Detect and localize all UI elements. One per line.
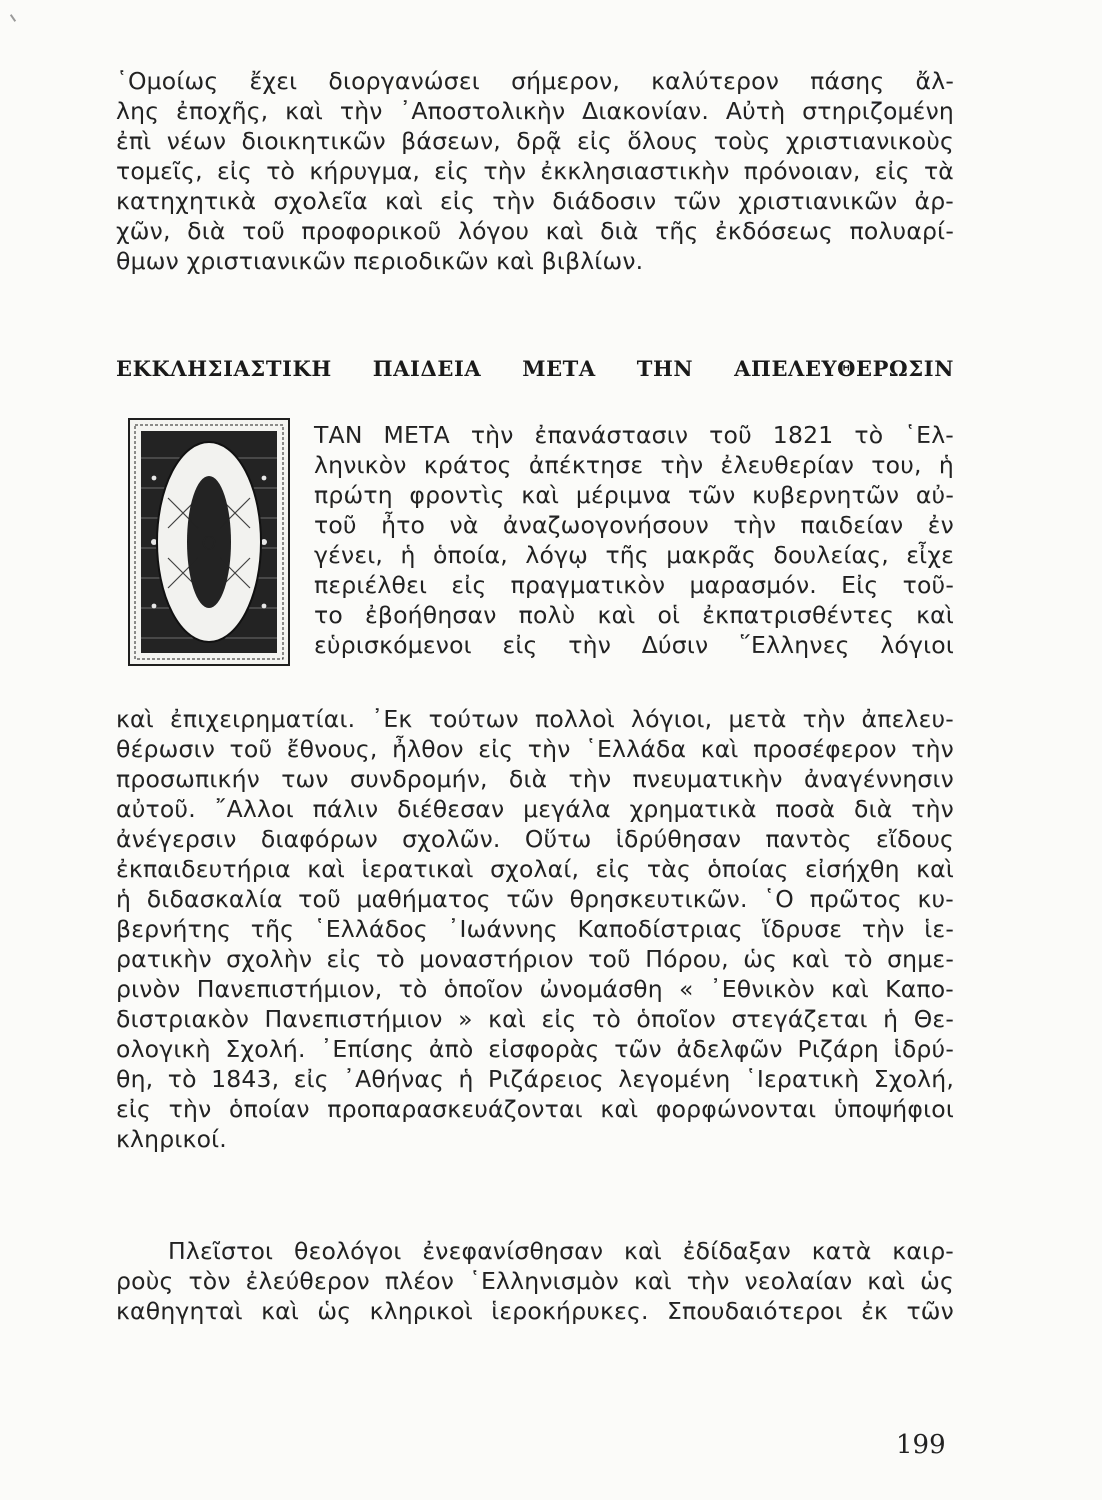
- text-line: το ἐβοήθησαν πολὺ καὶ οἱ ἐκπατρισθέντες καὶ: [314, 601, 954, 629]
- text-line: θμων χριστιανικῶν περιοδικῶν καὶ βιβλίων.: [116, 247, 644, 275]
- section-title: ΕΚΚΛΗΣΙΑΣΤΙΚΗ ΠΑΙΔΕΙΑ ΜΕΤΑ ΤΗΝ ΑΠΕΛΕΥΘΕΡΩΣΙΝ: [116, 356, 954, 381]
- text-line: ληνικὸν κράτος ἀπέκτησε τὴν ἐλευθερίαν του, ἡ: [314, 451, 954, 479]
- text-line: θέρωσιν τοῦ ἔθνους, ἦλθον εἰς τὴν ῾Ελλάδα καὶ προσέφερον τὴν: [116, 735, 954, 763]
- text-line: ῾Ομοίως ἔχει διοργανώσει σήμερον, καλύτερον πάσης ἄλ-: [116, 67, 954, 95]
- page-number: 199: [896, 1430, 946, 1460]
- body-paragraph: [116, 704, 954, 1154]
- text-line: γένει, ἡ ὁποία, λόγῳ τῆς μακρᾶς δουλείας, εἶχε: [314, 541, 954, 569]
- text-line: τοῦ ἦτο νὰ ἀναζωογονήσουν τὴν παιδείαν ἐν: [314, 511, 954, 539]
- second-paragraph: [116, 1236, 954, 1326]
- text-line: προσωπικήν των συνδρομήν, διὰ τὴν πνευματικὴν ἀναγέννησιν: [116, 765, 954, 793]
- text-line: Πλεῖστοι θεολόγοι ἐνεφανίσθησαν καὶ ἐδίδαξαν κατὰ καιρ-: [168, 1237, 954, 1265]
- text-line: κληρικοί.: [116, 1125, 227, 1153]
- text-line: χῶν, διὰ τοῦ προφορικοῦ λόγου καὶ διὰ τῆς ἐκδόσεως πολυαρί-: [116, 217, 954, 245]
- text-line: ρινὸν Πανεπιστήμιον, τὸ ὁποῖον ὠνομάσθη « ᾿Εθνικὸν καὶ Καπο-: [116, 975, 954, 1003]
- text-line: ολογικὴ Σχολή. ᾿Επίσης ἀπὸ εἰσφορὰς τῶν ἀδελφῶν Ριζάρη ἱδρύ-: [116, 1035, 954, 1063]
- text-line: ἐπὶ νέων διοικητικῶν βάσεων, δρᾷ εἰς ὅλους τοὺς χριστιανικοὺς: [116, 127, 954, 155]
- text-line: κατηχητικὰ σχολεῖα καὶ εἰς τὴν διάδοσιν τῶν χριστιανικῶν ἀρ-: [116, 187, 954, 215]
- text-line: περιέλθει εἰς πραγματικὸν μαρασμόν. Εἰς τοῦ-: [314, 571, 954, 599]
- text-line: ΤΑΝ ΜΕΤΑ τὴν ἐπανάστασιν τοῦ 1821 τὸ ῾Ελ-: [314, 421, 954, 449]
- text-line: διστριακὸν Πανεπιστήμιον » καὶ εἰς τὸ ὁποῖον στεγάζεται ἡ Θε-: [116, 1005, 954, 1033]
- text-line: θη, τὸ 1843, εἰς ᾿Αθήνας ἡ Ριζάρειος λεγομένη ῾Ιερατικὴ Σχολή,: [116, 1065, 954, 1093]
- stray-mark: [10, 14, 16, 22]
- text-line: τομεῖς, εἰς τὸ κήρυγμα, εἰς τὴν ἐκκλησιαστικὴν πρόνοιαν, εἰς τὰ: [116, 157, 954, 185]
- text-line: ροὺς τὸν ἐλεύθερον πλέον ῾Ελληνισμὸν καὶ τὴν νεολαίαν καὶ ὡς: [116, 1267, 954, 1295]
- text-line: εἰς τὴν ὁποίαν προπαρασκευάζονται καὶ φορφώνονται ὑποψήφιοι: [116, 1095, 954, 1123]
- text-line: λης ἐποχῆς, καὶ τὴν ᾿Αποστολικὴν Διακονίαν. Αὐτὴ στηριζομένη: [116, 97, 954, 125]
- ornamental-drop-cap: [128, 418, 290, 666]
- text-line: εὑρισκόμενοι εἰς τὴν Δύσιν ῞Ελληνες λόγιοι: [314, 631, 954, 659]
- intro-paragraph: [116, 66, 954, 276]
- text-line: βερνήτης τῆς ῾Ελλάδος ᾿Ιωάννης Καποδίστριας ἵδρυσε τὴν ἱε-: [116, 915, 954, 943]
- text-line: ἐκπαιδευτήρια καὶ ἱερατικαὶ σχολαί, εἰς τὰς ὁποίας εἰσήχθη καὶ: [116, 855, 954, 883]
- text-line: ἡ διδασκαλία τοῦ μαθήματος τῶν θρησκευτικῶν. ῾Ο πρῶτος κυ-: [116, 885, 954, 913]
- text-line: καθηγηταὶ καὶ ὡς κληρικοὶ ἱεροκήρυκες. Σπουδαιότεροι ἐκ τῶν: [116, 1297, 954, 1325]
- text-line: ἀνέγερσιν διαφόρων σχολῶν. Οὕτω ἱδρύθησαν παντὸς εἴδους: [116, 825, 954, 853]
- text-line: αὐτοῦ. ῎Αλλοι πάλιν διέθεσαν μεγάλα χρηματικὰ ποσὰ διὰ τὴν: [116, 795, 954, 823]
- drop-cap-letter: Ο: [201, 533, 217, 554]
- text-line: ρατικὴν σχολὴν εἰς τὸ μοναστήριον τοῦ Πόρου, ὡς καὶ τὸ σημε-: [116, 945, 954, 973]
- text-line: καὶ ἐπιχειρηματίαι. ᾿Εκ τούτων πολλοὶ λόγιοι, μετὰ τὴν ἀπελευ-: [116, 705, 954, 733]
- dropcap-paragraph: [314, 420, 954, 660]
- text-line: πρώτη φροντὶς καὶ μέριμνα τῶν κυβερνητῶν αὐ-: [314, 481, 954, 509]
